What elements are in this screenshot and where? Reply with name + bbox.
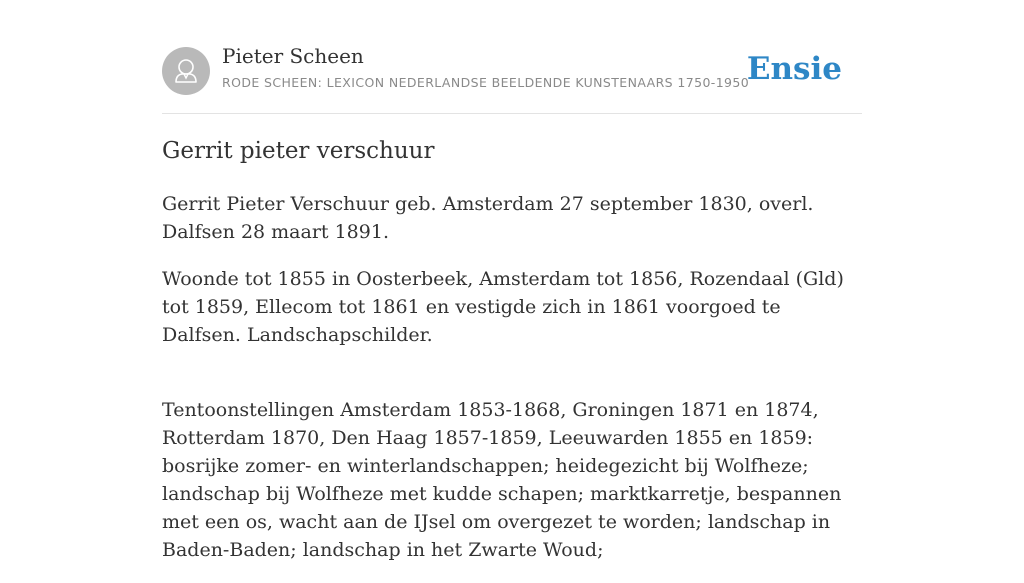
paragraph: Gerrit Pieter Verschuur geb. Amsterdam 27 september 1830, overl. Dalfsen 28 maart 1891. <box>162 193 814 243</box>
paragraph: Woonde tot 1855 in Oosterbeek, Amsterdam tot 1856, Rozendaal (Gld) tot 1859, Ellecom tot 1861 en vestigde zich in 1861 voorgoed te Dalfsen. Landschapschilder. <box>162 268 844 346</box>
source-link[interactable]: RODE SCHEEN: LEXICON NEDERLANDSE BEELDENDE KUNSTENAARS 1750-1950 <box>222 75 750 90</box>
paragraph-spacer <box>162 368 862 396</box>
article-header <box>162 0 862 114</box>
author-avatar[interactable] <box>162 47 210 95</box>
article-page <box>162 0 862 561</box>
page-title: Gerrit pieter verschuur <box>162 138 435 164</box>
article-body <box>162 190 862 583</box>
user-icon <box>162 47 210 95</box>
ensie-logo[interactable]: Ensie <box>746 51 842 87</box>
author-name[interactable]: Pieter Scheen <box>222 44 364 68</box>
paragraph: Tentoonstellingen Amsterdam 1853-1868, Groningen 1871 en 1874, Rotterdam 1870, Den Haag 1857-1859, Leeuwarden 1855 en 1859: bosrijke zomer- en winterlandschappen; heidegezicht bij Wolfheze; landschap bij Wolfheze met kudde schapen; marktkarretje, bespannen met een os, wacht aan de IJsel om overgezet te worden; landschap in Baden-Baden; landschap in het Zwarte Woud; <box>162 399 842 561</box>
